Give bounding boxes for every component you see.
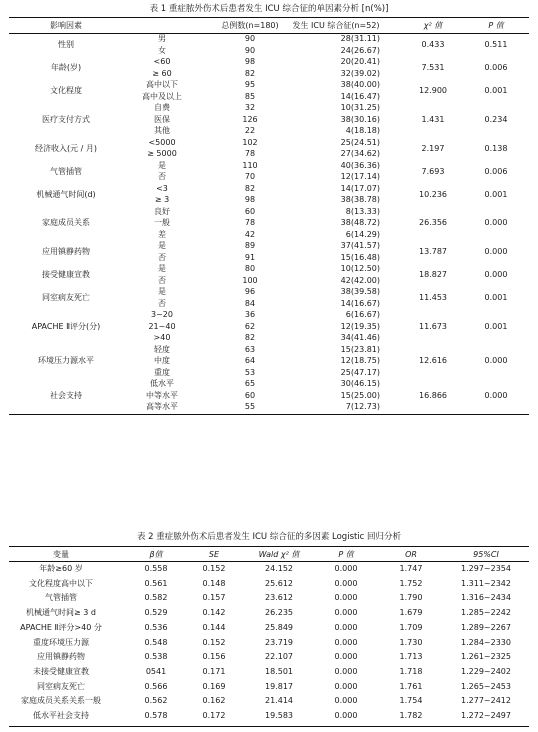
table2-header-0: 变量 (53, 550, 69, 559)
p-value: 0.000 (334, 593, 358, 603)
total-count: 110 (242, 160, 258, 170)
total-count: 98 (244, 195, 256, 204)
wald-value: 19.817 (265, 681, 293, 691)
level-label: 差 (158, 229, 166, 239)
icu-count: 32(39.02) (340, 68, 380, 78)
wald-value: 21.414 (265, 696, 293, 706)
table2-header-5: OR (405, 550, 417, 559)
total-count: 95 (244, 80, 256, 89)
total-count: 90 (244, 45, 256, 55)
beta-value: 0541 (145, 666, 167, 676)
total-count: 78 (244, 149, 256, 158)
level-label: 是 (158, 241, 166, 250)
icu-count: 37(41.57) (340, 241, 380, 250)
level-label: 否 (158, 275, 166, 285)
level-label: 3~20 (151, 310, 173, 319)
or-value: 1.679 (399, 608, 423, 618)
total-count: 89 (244, 241, 256, 250)
total-count: 55 (244, 402, 256, 411)
beta-value: 0.558 (144, 564, 168, 573)
factor-name: 同室病友死亡 (42, 293, 90, 302)
factor-name: 性别 (58, 40, 74, 49)
total-count: 22 (244, 126, 256, 135)
p-value: 0.000 (334, 622, 358, 632)
p-value: 0.138 (484, 143, 508, 153)
total-count: 84 (244, 298, 256, 308)
icu-count: 34(41.46) (340, 333, 380, 342)
icu-count: 12(19.35) (340, 321, 380, 331)
p-value: 0.000 (334, 578, 358, 588)
se-value: 0.156 (202, 652, 226, 662)
p-value: 0.001 (484, 321, 508, 331)
total-count: 100 (242, 275, 258, 285)
ci-value: 1.316~2434 (461, 593, 511, 603)
icu-count: 12(17.14) (340, 172, 380, 181)
chi-square-value: 18.827 (419, 270, 447, 279)
p-value: 0.000 (334, 666, 358, 676)
variable-name: 未接受健康宣教 (33, 666, 89, 676)
or-value: 1.713 (399, 652, 423, 662)
icu-count: 27(34.62) (340, 149, 380, 158)
total-count: 62 (244, 321, 256, 331)
or-value: 1.752 (399, 578, 423, 588)
ci-value: 1.272~2497 (461, 711, 511, 720)
p-value: 0.000 (484, 218, 508, 228)
total-count: 32 (244, 103, 256, 112)
icu-count: 38(39.58) (340, 287, 380, 296)
chi-square-value: 1.431 (421, 114, 445, 124)
chi-square-value: 13.787 (419, 247, 447, 256)
se-value: 0.148 (202, 578, 226, 588)
icu-count: 38(48.72) (340, 218, 380, 227)
icu-count: 12(18.75) (340, 356, 380, 365)
total-count: 82 (244, 183, 256, 193)
variable-name: APACHE Ⅱ评分>40 分 (20, 622, 102, 632)
level-label: ≥ 5000 (147, 149, 177, 158)
level-label: <5000 (148, 137, 176, 147)
factor-name: 年龄(岁) (50, 63, 82, 72)
factor-name: 气管插管 (50, 166, 82, 176)
level-label: 高等水平 (146, 402, 178, 411)
total-count: 42 (244, 229, 256, 239)
or-value: 1.709 (399, 622, 423, 632)
icu-count: 15(23.81) (340, 344, 380, 354)
or-value: 1.754 (399, 696, 423, 706)
icu-count: 28(31.11) (340, 34, 380, 43)
level-label: 轻度 (154, 344, 170, 354)
level-label: 否 (158, 298, 166, 308)
beta-value: 0.529 (144, 608, 168, 618)
ci-value: 1.297~2354 (461, 564, 511, 573)
variable-name: 重度环境压力源 (33, 637, 89, 647)
table-rule (9, 414, 529, 415)
total-count: 78 (244, 218, 256, 227)
level-label: 中度 (154, 356, 170, 365)
ci-value: 1.229~2402 (461, 666, 511, 676)
ci-value: 1.311~2342 (461, 578, 511, 588)
total-count: 96 (244, 287, 256, 296)
chi-square-value: 12.616 (419, 356, 447, 366)
chi-square-value: 2.197 (421, 143, 445, 153)
icu-count: 42(42.00) (340, 275, 380, 285)
table-rule (9, 561, 529, 562)
p-value: 0.000 (484, 270, 508, 279)
total-count: 60 (244, 390, 256, 400)
se-value: 0.157 (202, 593, 226, 603)
table1-header-4: χ² 值 (423, 21, 443, 30)
icu-count: 10(12.50) (340, 264, 380, 273)
or-value: 1.718 (399, 666, 423, 676)
variable-name: 文化程度高中以下 (29, 578, 93, 588)
or-value: 1.761 (399, 681, 423, 691)
chi-square-value: 10.236 (419, 189, 447, 199)
total-count: 98 (244, 57, 256, 66)
total-count: 91 (244, 252, 256, 262)
p-value: 0.234 (484, 114, 508, 124)
table1-caption: 表 1 重症脓外伤术后患者发生 ICU 综合征的单因素分析 [n(%)] (149, 4, 389, 14)
se-value: 0.171 (202, 666, 226, 676)
table-rule (9, 17, 529, 18)
icu-count: 14(16.67) (340, 298, 380, 308)
icu-count: 14(16.47) (340, 91, 380, 101)
level-label: 高中及以上 (142, 91, 182, 101)
total-count: 85 (244, 91, 256, 101)
factor-name: 接受健康宣教 (42, 270, 90, 279)
se-value: 0.144 (202, 622, 226, 632)
p-value: 0.000 (484, 356, 508, 366)
level-label: 否 (158, 172, 166, 181)
level-label: <3 (156, 183, 168, 193)
table1-header-0: 影响因素 (50, 21, 82, 30)
chi-square-value: 7.693 (421, 166, 445, 176)
p-value: 0.000 (334, 696, 358, 706)
table1-header-5: P 值 (488, 21, 504, 30)
icu-count: 10(31.25) (340, 103, 380, 112)
p-value: 0.000 (334, 652, 358, 662)
beta-value: 0.582 (144, 593, 168, 603)
se-value: 0.152 (202, 637, 226, 647)
p-value: 0.511 (484, 40, 508, 49)
table1-header-2: 总例数(n=180) (221, 21, 279, 30)
total-count: 65 (244, 379, 256, 388)
level-label: 高中以下 (146, 80, 178, 89)
level-label: 中等水平 (146, 390, 178, 400)
level-label: >40 (153, 333, 171, 342)
total-count: 126 (242, 114, 258, 124)
level-label: 低水平 (150, 379, 174, 388)
se-value: 0.169 (202, 681, 226, 691)
icu-count: 38(30.16) (340, 114, 380, 124)
table2-header-1: β值 (149, 550, 163, 559)
total-count: 70 (244, 172, 256, 181)
or-value: 1.747 (399, 564, 423, 573)
factor-name: 家庭成员关系 (42, 218, 90, 228)
beta-value: 0.561 (144, 578, 168, 588)
ci-value: 1.284~2330 (461, 637, 511, 647)
se-value: 0.172 (202, 711, 226, 720)
level-label: ≥ 60 (152, 68, 172, 78)
total-count: 60 (244, 206, 256, 216)
icu-count: 6(14.29) (345, 229, 380, 239)
level-label: 否 (158, 252, 166, 262)
icu-count: 6(16.67) (345, 310, 380, 319)
wald-value: 24.152 (265, 564, 293, 573)
p-value: 0.006 (484, 166, 508, 176)
table2-header-2: SE (208, 550, 220, 559)
variable-name: 家庭成员关系关系一般 (21, 696, 101, 706)
chi-square-value: 11.453 (419, 293, 447, 302)
icu-count: 25(24.51) (340, 137, 380, 147)
level-label: 重度 (154, 367, 170, 377)
factor-name: 社会支持 (50, 390, 82, 400)
icu-count: 25(47.17) (340, 367, 380, 377)
level-label: 其他 (154, 126, 170, 135)
factor-name: APACHE Ⅱ评分(分) (31, 321, 101, 331)
chi-square-value: 16.866 (419, 390, 447, 400)
level-label: <60 (153, 57, 171, 66)
level-label: 是 (158, 287, 166, 296)
total-count: 102 (242, 137, 258, 147)
level-label: 医保 (154, 114, 170, 124)
factor-name: 医疗支付方式 (42, 114, 90, 124)
icu-count: 38(40.00) (340, 80, 380, 89)
icu-count: 4(18.18) (345, 126, 380, 135)
factor-name: 经济收入(元 / 月) (34, 143, 98, 153)
icu-count: 15(25.00) (340, 390, 380, 400)
se-value: 0.142 (202, 608, 226, 618)
icu-count: 30(46.15) (340, 379, 380, 388)
total-count: 63 (244, 344, 256, 354)
p-value: 0.000 (334, 564, 358, 573)
level-label: ≥ 3 (154, 195, 170, 204)
icu-count: 7(12.73) (345, 402, 380, 411)
variable-name: 低水平社会支持 (33, 711, 89, 720)
p-value: 0.001 (484, 86, 508, 95)
level-label: 男 (158, 34, 166, 43)
wald-value: 19.583 (265, 711, 293, 720)
ci-value: 1.261~2325 (461, 652, 511, 662)
ci-value: 1.265~2453 (461, 681, 511, 691)
ci-value: 1.289~2267 (461, 622, 511, 632)
level-label: 21~40 (148, 321, 176, 331)
p-value: 0.000 (484, 390, 508, 400)
se-value: 0.152 (202, 564, 226, 573)
chi-square-value: 11.673 (419, 321, 447, 331)
ci-value: 1.277~2412 (461, 696, 511, 706)
beta-value: 0.548 (144, 637, 168, 647)
level-label: 是 (158, 160, 166, 170)
wald-value: 26.235 (265, 608, 293, 618)
total-count: 90 (244, 34, 256, 43)
wald-value: 23.612 (265, 593, 293, 603)
level-label: 是 (158, 264, 166, 273)
ci-value: 1.285~2242 (461, 608, 511, 618)
table-rule (9, 546, 529, 547)
icu-count: 40(36.36) (340, 160, 380, 170)
beta-value: 0.578 (144, 711, 168, 720)
chi-square-value: 0.433 (421, 40, 445, 49)
table2-caption: 表 2 重症脓外伤术后患者发生 ICU 综合征的多因素 Logistic 回归分析 (136, 532, 402, 542)
p-value: 0.000 (334, 608, 358, 618)
variable-name: 气管插管 (45, 593, 77, 603)
chi-square-value: 26.356 (419, 218, 447, 228)
icu-count: 15(16.48) (340, 252, 380, 262)
variable-name: 同室病友死亡 (37, 681, 85, 691)
total-count: 53 (244, 367, 256, 377)
beta-value: 0.566 (144, 681, 168, 691)
p-value: 0.000 (334, 711, 358, 720)
level-label: 自费 (154, 103, 170, 112)
p-value: 0.000 (334, 681, 358, 691)
wald-value: 18.501 (265, 666, 293, 676)
wald-value: 23.719 (265, 637, 293, 647)
icu-count: 14(17.07) (340, 183, 380, 193)
se-value: 0.162 (202, 696, 226, 706)
chi-square-value: 12.900 (419, 86, 447, 95)
total-count: 80 (244, 264, 256, 273)
beta-value: 0.536 (144, 622, 168, 632)
p-value: 0.001 (484, 189, 508, 199)
p-value: 0.000 (334, 637, 358, 647)
wald-value: 22.107 (265, 652, 293, 662)
chi-square-value: 7.531 (421, 63, 445, 72)
table1-header-3: 发生 ICU 综合征(n=52) (292, 21, 380, 30)
icu-count: 20(20.41) (340, 57, 380, 66)
total-count: 82 (244, 333, 256, 342)
table2-header-4: P 值 (338, 550, 354, 559)
wald-value: 25.612 (265, 578, 293, 588)
variable-name: 应用镇静药物 (37, 652, 85, 662)
icu-count: 38(38.78) (340, 195, 380, 204)
total-count: 82 (244, 68, 256, 78)
p-value: 0.000 (484, 247, 508, 256)
beta-value: 0.562 (144, 696, 168, 706)
wald-value: 25.849 (265, 622, 293, 632)
level-label: 一般 (154, 218, 170, 227)
factor-name: 文化程度 (50, 86, 82, 95)
icu-count: 8(13.33) (345, 206, 380, 216)
factor-name: 机械通气时间(d) (36, 189, 96, 199)
level-label: 女 (158, 45, 166, 55)
table2-header-6: 95%CI (473, 550, 499, 559)
factor-name: 环境压力源水平 (38, 356, 94, 366)
level-label: 良好 (154, 206, 170, 216)
table-rule (9, 726, 529, 727)
or-value: 1.782 (399, 711, 423, 720)
variable-name: 年龄≥60 岁 (39, 564, 83, 573)
beta-value: 0.538 (144, 652, 168, 662)
or-value: 1.730 (399, 637, 423, 647)
total-count: 64 (244, 356, 256, 365)
variable-name: 机械通气时间≥ 3 d (26, 608, 96, 618)
or-value: 1.790 (399, 593, 423, 603)
p-value: 0.006 (484, 63, 508, 72)
p-value: 0.001 (484, 293, 508, 302)
icu-count: 24(26.67) (340, 45, 380, 55)
total-count: 36 (244, 310, 256, 319)
factor-name: 应用镇静药物 (42, 247, 90, 256)
table2-header-3: Wald χ² 值 (258, 550, 300, 559)
